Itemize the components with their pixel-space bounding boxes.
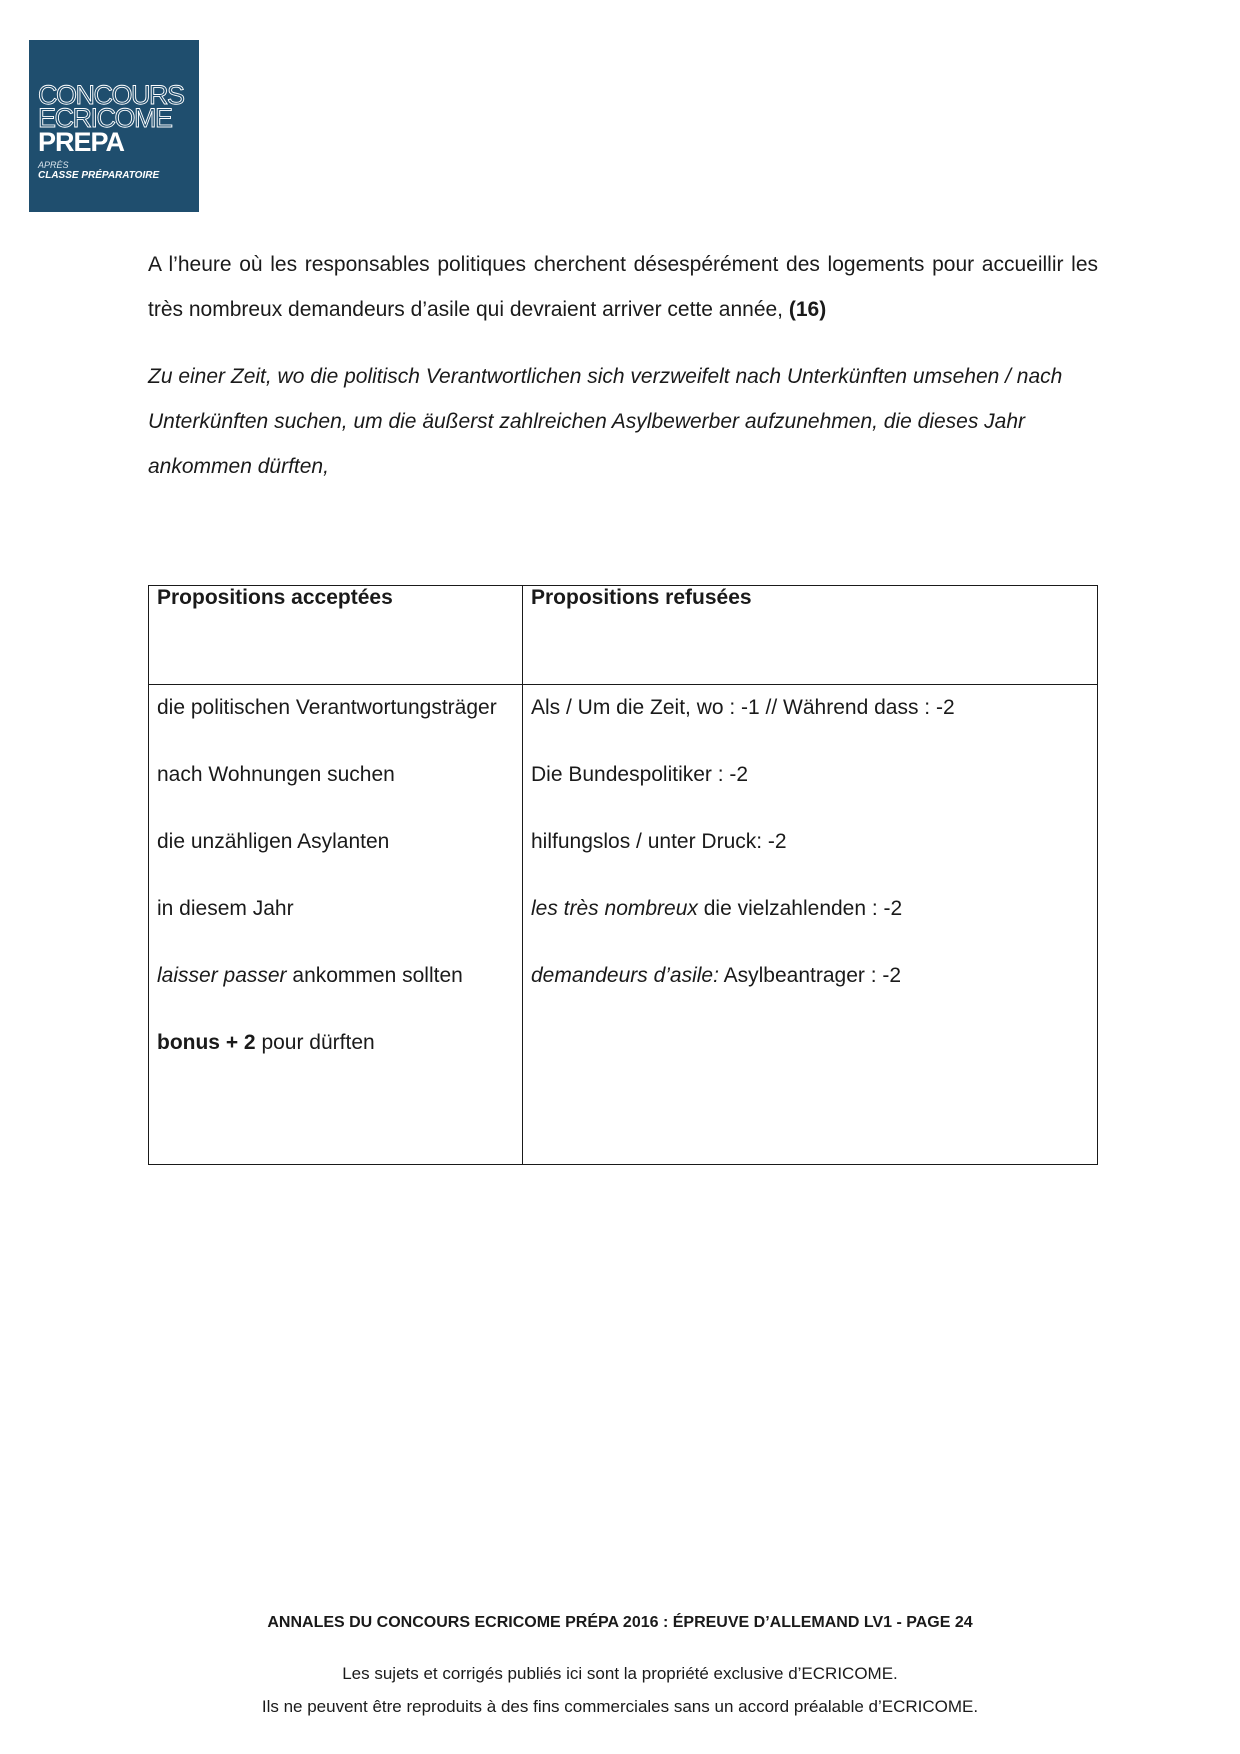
accepted-text: ankommen sollten: [286, 964, 463, 987]
french-source-paragraph: [148, 242, 1098, 332]
accepted-item: die unzähligen Asylanten: [157, 830, 390, 853]
french-term: les très nombreux: [531, 897, 698, 920]
refused-text: Asylbeantrager : -2: [718, 964, 902, 987]
ecricome-logo: [29, 40, 199, 212]
refused-item: [531, 886, 1089, 931]
french-term: laisser passer: [157, 964, 287, 987]
header-refused: Propositions refusées: [523, 586, 1098, 685]
accepted-item: die politischen Verantwortungsträger: [157, 696, 497, 719]
table-body-row: [149, 685, 1098, 1165]
refused-item: Die Bundespolitiker : -2: [531, 763, 749, 786]
french-source-text: A l’heure où les responsables politiques cherchent désespérément des logements pour accueillir les très nombreux demandeurs d’asile qui devraient arriver cette année,: [148, 253, 1098, 321]
accepted-item: [157, 953, 514, 998]
logo-line-prepa: PREPA: [38, 127, 125, 157]
french-term: demandeurs d’asile:: [531, 964, 719, 987]
accepted-text: pour dürften: [255, 1031, 375, 1054]
footer-copyright: Les sujets et corrigés publiés ici sont la propriété exclusive d’ECRICOME.: [342, 1664, 898, 1683]
logo-line-concours: CONCOURS: [38, 80, 184, 110]
footer-notice: Ils ne peuvent être reproduits à des fins commerciales sans un accord préalable d’ECRICOME.: [261, 1697, 979, 1716]
accepted-item: nach Wohnungen suchen: [157, 763, 395, 786]
refused-text: die vielzahlenden : -2: [697, 897, 903, 920]
accepted-item: [157, 1020, 514, 1065]
question-number: (16): [788, 298, 827, 321]
refused-item: [531, 953, 1089, 998]
refused-item: hilfungslos / unter Druck: -2: [531, 830, 787, 853]
bonus-label: bonus + 2: [157, 1031, 256, 1054]
accepted-cell: [149, 685, 523, 1165]
logo-line-ecricome: ECRICOME: [38, 103, 172, 133]
logo-line-classe: CLASSE PRÉPARATOIRE: [38, 170, 160, 181]
refused-cell: [523, 685, 1098, 1165]
german-translation-paragraph: Zu einer Zeit, wo die politisch Verantwortlichen sich verzweifelt nach Unterkünften umsehen / nach Unterkünften suchen, um die äußerst zahlreichen Asylbewerber aufzunehmen, die dieses Jahr ankommen dürften,: [148, 365, 1063, 478]
footer-title: ANNALES DU CONCOURS ECRICOME PRÉPA 2016 : ÉPREUVE D’ALLEMAND LV1 - PAGE 24: [267, 1614, 973, 1631]
grading-table: [148, 585, 1098, 1165]
header-accepted: Propositions acceptées: [149, 586, 523, 685]
accepted-item: in diesem Jahr: [157, 897, 294, 920]
refused-item: Als / Um die Zeit, wo : -1 // Während dass : -2: [531, 696, 955, 719]
table-header-row: [149, 586, 1098, 685]
logo-line-apres: APRÈS: [38, 160, 69, 170]
